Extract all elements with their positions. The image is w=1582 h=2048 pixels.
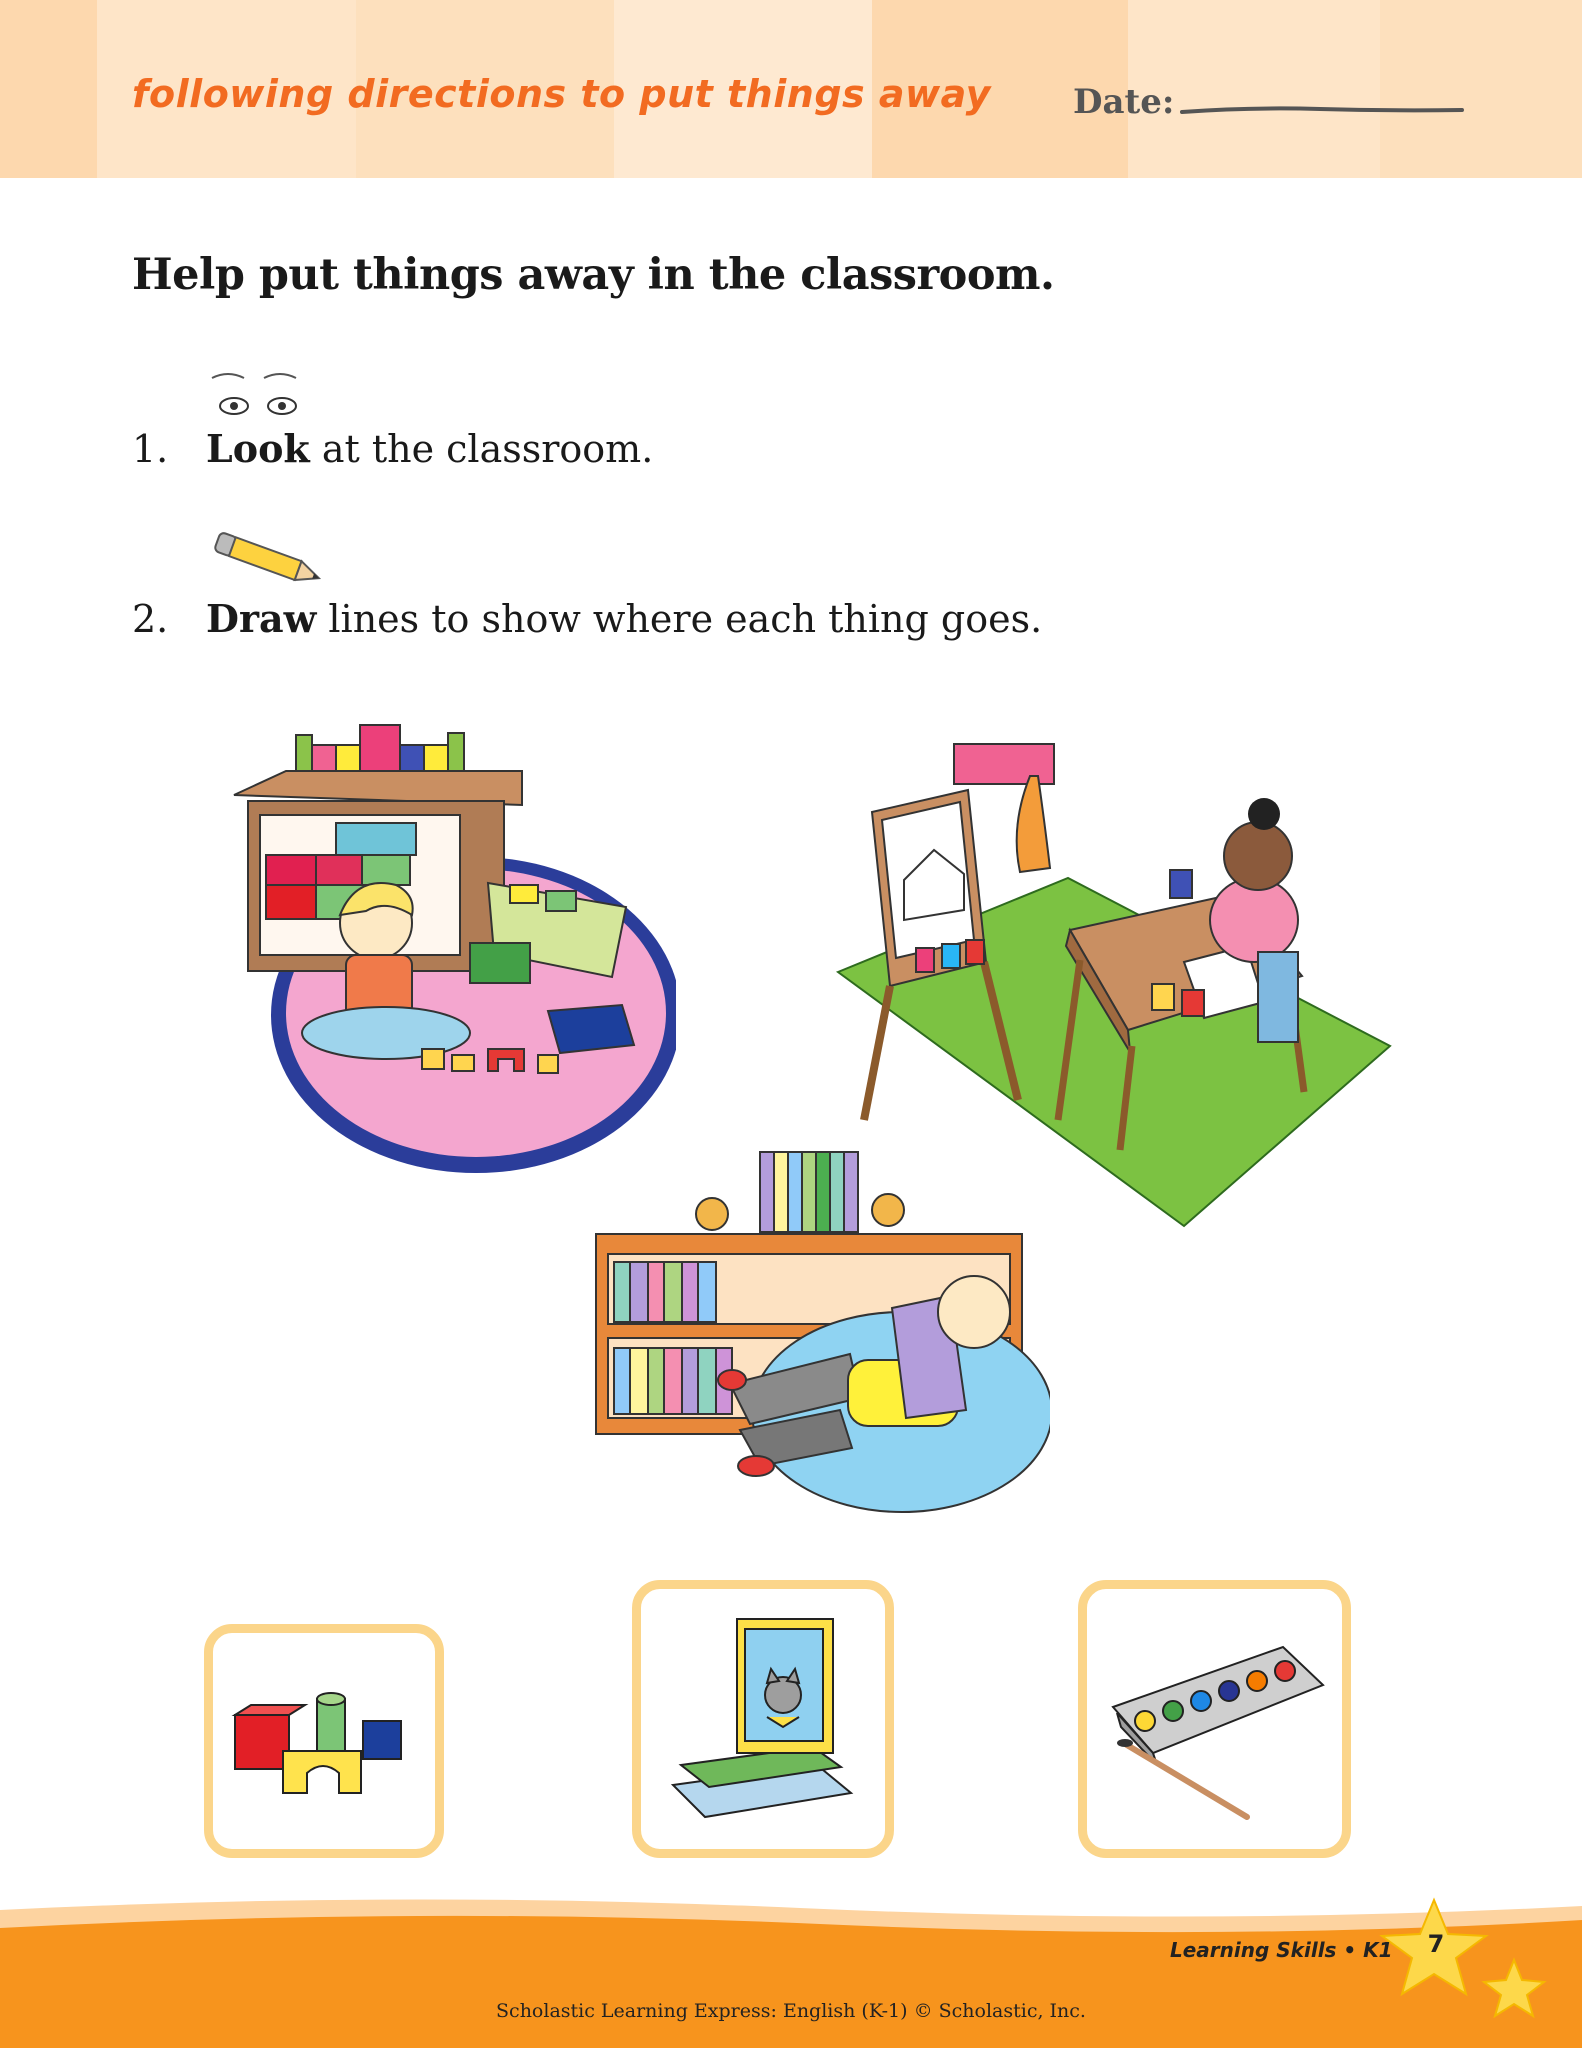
step-number: 1. xyxy=(132,427,169,471)
item-card-paint-set[interactable] xyxy=(1078,1580,1351,1858)
page-heading: Help put things away in the classroom. xyxy=(132,250,1055,300)
step-verb: Draw xyxy=(206,596,317,641)
item-card-books[interactable] xyxy=(632,1580,894,1858)
toy-blocks-icon xyxy=(213,1633,435,1849)
eyes-icon xyxy=(208,370,312,420)
step-text: at the classroom. xyxy=(309,427,654,471)
step-1 xyxy=(132,426,653,471)
date-write-line[interactable] xyxy=(1180,102,1466,118)
pencil-icon xyxy=(204,528,334,592)
reading-area-illustration[interactable] xyxy=(590,1148,1050,1528)
step-text: lines to show where each thing goes. xyxy=(316,597,1043,641)
books-icon xyxy=(641,1589,885,1849)
footer-brand: Learning Skills • K1 xyxy=(1170,1938,1393,1962)
footer-banner xyxy=(0,1880,1582,2048)
step-verb: Look xyxy=(206,426,310,471)
block-play-area-illustration[interactable] xyxy=(226,715,676,1195)
step-2 xyxy=(132,596,1042,641)
worksheet-topic: following directions to put things away xyxy=(132,72,991,116)
step-number: 2. xyxy=(132,597,169,641)
paint-set-icon xyxy=(1087,1589,1342,1849)
item-card-toy-blocks[interactable] xyxy=(204,1624,444,1858)
copyright-text: Scholastic Learning Express: English (K-1) © Scholastic, Inc. xyxy=(496,2000,1086,2022)
date-label: Date: xyxy=(1073,82,1175,122)
page-number: 7 xyxy=(1427,1930,1445,1958)
